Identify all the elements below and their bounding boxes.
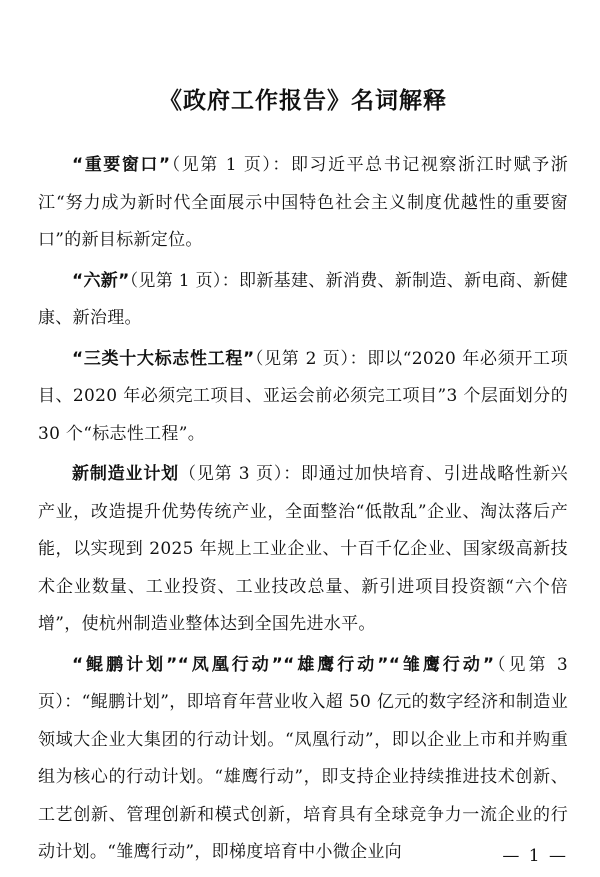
entry-term: “六新”: [72, 270, 130, 291]
page-number: — 1 —: [502, 846, 568, 866]
entry-term: “鲲鹏计划”“凤凰行动”“雄鹰行动”“雏鹰行动”: [72, 654, 495, 675]
glossary-entry: [38, 341, 568, 454]
entry-definition: （见第 1 页）：即习近平总书记视察浙江时赋予浙江“努力成为新时代全面展示中国特色社会主义制度优越性的重要窗口”的新目标新定位。: [38, 155, 568, 250]
entry-definition: （见第 2 页）：即以“2020 年必须开工项目、2020 年必须完工项目、亚运会前必须完工项目”3 个层面划分的 30 个“标志性工程”。: [38, 348, 568, 444]
entry-term: “三类十大标志性工程”: [72, 348, 255, 369]
glossary-entry: [38, 456, 568, 644]
entry-term: “重要窗口”: [72, 155, 171, 175]
document-page: [38, 0, 568, 877]
entry-definition: （见第 3 页）：“鲲鹏计划”，即培育年营业收入超 50 亿元的数字经济和制造业领域大企业大集团的行动计划。“凤凰行动”，即以企业上市和并购重组为核心的行动计划。“雄鹰行动”，即支持企业持续推进技术创新、工艺创新、管理创新和模式创新，培育具有全球竞争力一流企业的行动计划。“雏鹰行动”，即梯度培育中小微企业向: [38, 654, 568, 862]
glossary-entry: [38, 147, 568, 260]
entry-term: 新制造业计划: [72, 464, 179, 484]
glossary-entries: [38, 147, 568, 875]
document-title: 《政府工作报告》名词解释: [159, 87, 447, 114]
glossary-entry: [38, 647, 568, 872]
entry-definition: （见第 3 页）：即通过加快培育、引进战略性新兴产业，改造提升优势传统产业，全面整治“低散乱”企业、淘汰落后产能，以实现到 2025 年规上工业企业、十百千亿企业、国家级高新技术企业数量、工业投资、工业技改总量、新引进项目投资额“六个倍增”，使杭州制造业整体达到全国先进水平。: [38, 464, 568, 634]
entry-definition: （见第 1 页）：即新基建、新消费、新制造、新电商、新健康、新治理。: [38, 270, 568, 328]
glossary-entry: [38, 263, 568, 338]
